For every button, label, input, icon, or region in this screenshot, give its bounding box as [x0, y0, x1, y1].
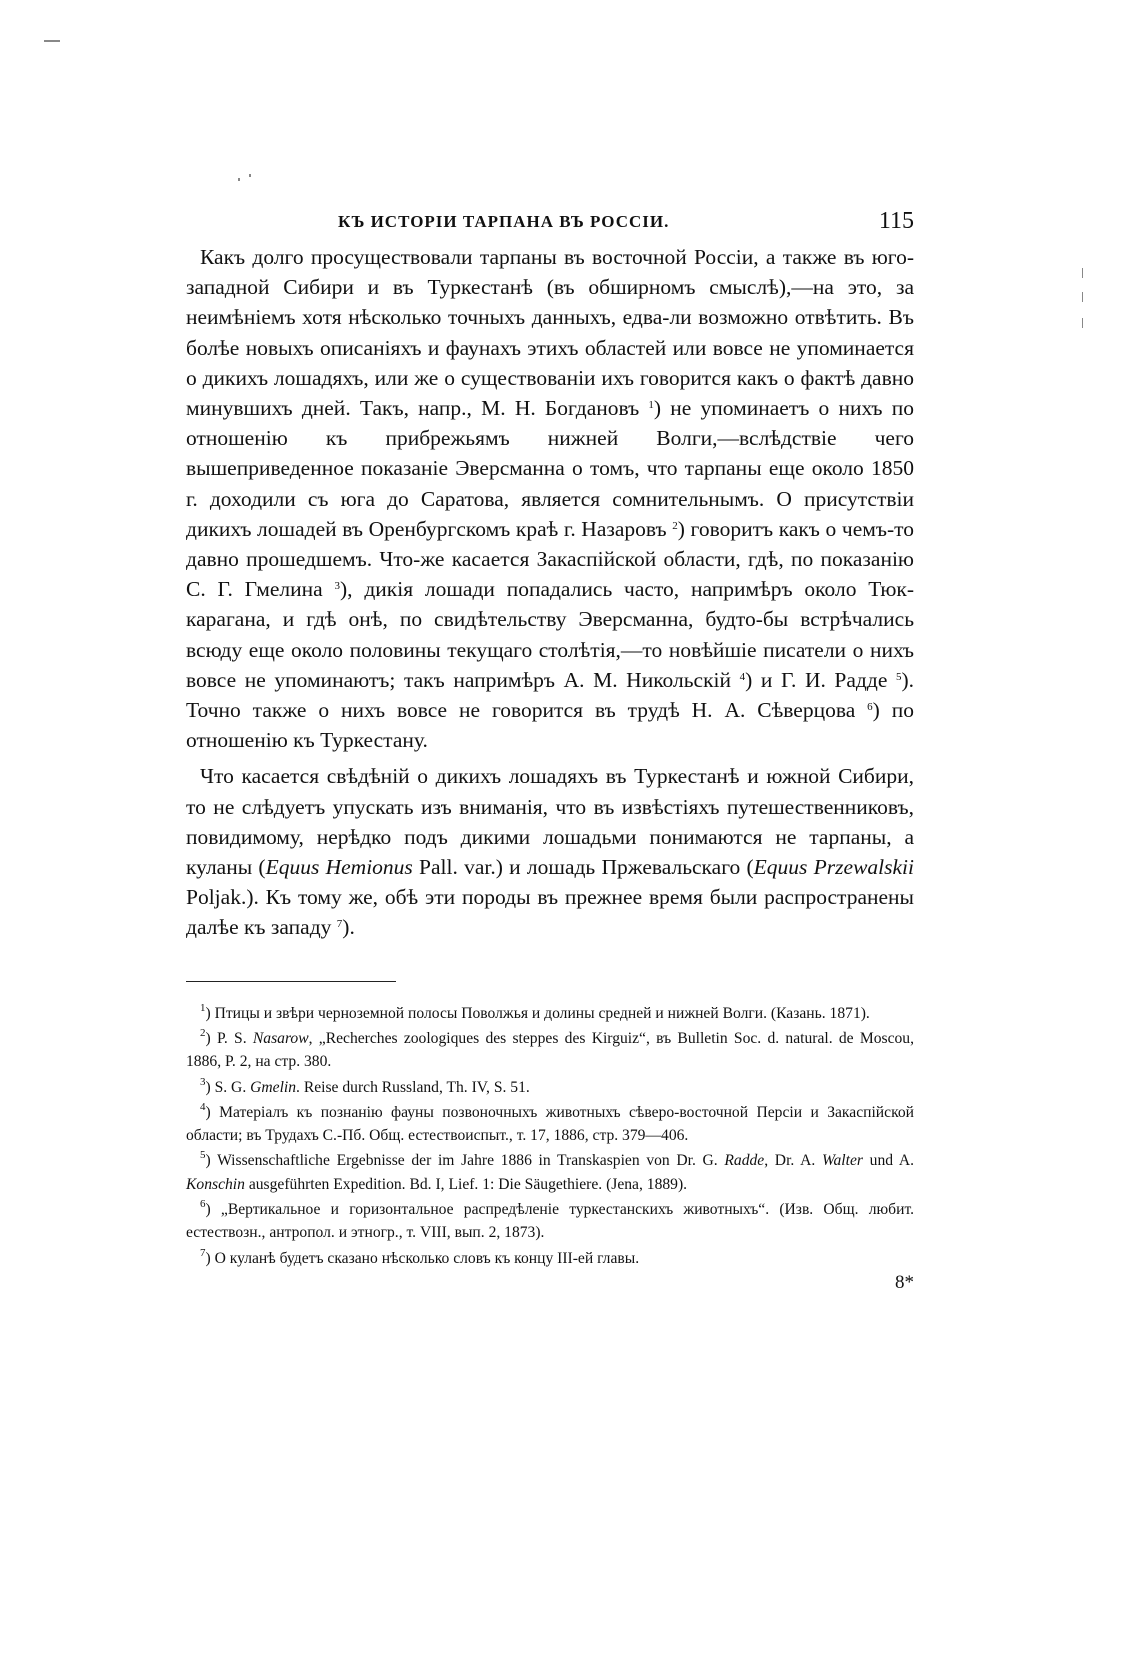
text-run: ) говоритъ какъ о чемъ-то давно прошедшемъ. Что-же касается Закаспійской области, гдѣ, по показанію С. Г. Гмелина [186, 516, 914, 602]
text-run: Какъ долго просуществовали тарпаны въ восточной Россіи, а также въ юго-западной Сибири и въ Туркестанѣ (въ обширномъ смыслѣ),—на это, за неимѣніемъ хотя нѣсколько точныхъ данныхъ, едва-ли возможно отвѣтить. Въ болѣе новыхъ описаніяхъ и фаунахъ этихъ областей или вовсе не упоминается о дикихъ лошадяхъ, или же о существованіи ихъ говорится какъ о фактѣ давно минувшихъ дней. Такъ, напр., М. Н. Богдановъ [186, 245, 914, 421]
margin-mark-dot-1 [238, 178, 240, 181]
italic-text: Equus Hemionus [265, 855, 413, 880]
text-run: ) Птицы и звѣри черноземной полосы Поволжья и долины средней и нижней Волги. (Казань. 1871). [205, 1004, 870, 1022]
text-run: ) Wissenschaftliche Ergebnisse der im Jahre 1886 in Transkaspien von Dr. G. [205, 1152, 725, 1170]
footnote [186, 1002, 914, 1025]
footnote-ref: 5 [895, 670, 902, 683]
body-paragraph [186, 761, 914, 942]
text-run: , „Recherches zoologiques des steppes des Kirguiz“, въ Bulletin Soc. d. natural. de Moscou, 1886, P. 2, на стр. 380. [186, 1029, 914, 1071]
footnote [186, 1027, 914, 1074]
book-page [186, 208, 915, 1293]
right-margin-mark-3 [1082, 318, 1083, 328]
text-run: ausgeführten Expedition. Bd. I, Lief. 1: Die Säugethiere. (Jena, 1889). [244, 1175, 688, 1193]
footnote-ref: 1 [200, 1001, 206, 1014]
text-run: ) „Вертикальное и горизонтальное распредѣленіе туркестанскихъ животныхъ“. (Изв. Общ. любит. естествозн., антропол. и этногр., т. VIII, вып. 2, 1873). [186, 1201, 914, 1242]
right-margin-mark-2 [1082, 292, 1083, 302]
italic-text: Walter [821, 1152, 863, 1170]
text-run: ). Точно также о нихъ вовсе не говорится въ трудѣ Н. А. Сѣверцова [186, 667, 914, 723]
body-text [186, 242, 914, 943]
footnote-ref: 3 [334, 580, 341, 593]
text-run: und A. [862, 1152, 915, 1170]
footnote-ref: 4 [739, 670, 746, 683]
page-number: 115 [878, 208, 914, 234]
footnote-rule [186, 981, 396, 982]
running-title: КЪ ИСТОРІИ ТАРПАНА ВЪ РОССІИ. [338, 212, 670, 231]
italic-text: Gmelin [250, 1078, 297, 1096]
italic-text: Nasarow [252, 1029, 309, 1047]
text-run: ) P. S. [205, 1029, 253, 1047]
footnote-ref: 6 [200, 1198, 206, 1211]
footnote-ref: 3 [200, 1075, 206, 1088]
footnote [186, 1076, 914, 1099]
text-run: ) О куланѣ будетъ сказано нѣсколько словъ къ концу III-ей главы. [205, 1249, 640, 1267]
text-run: ) S. G. [205, 1078, 251, 1096]
italic-text: Equus Przewalskii [753, 855, 914, 880]
text-run: ) Матеріалъ къ познанію фауны позвоночныхъ животныхъ сѣверо-восточной Персіи и Закаспійской области; въ Трудахъ С.-Пб. Общ. естествоиспыт., т. 17, 1886, стр. 379—406. [186, 1103, 914, 1145]
italic-text: Konschin [186, 1175, 245, 1193]
footnotes [186, 1002, 914, 1270]
text-run: , Dr. A. [764, 1152, 822, 1170]
top-left-mark [44, 40, 60, 42]
footnote-ref: 1 [648, 399, 654, 412]
margin-mark-dot-2 [249, 174, 251, 177]
signature-mark: 8* [895, 1272, 914, 1293]
italic-text: Radde [724, 1152, 765, 1170]
footnote [186, 1247, 914, 1270]
text-run: ). [342, 915, 355, 940]
text-run: ) и Г. И. Радде [745, 667, 896, 692]
text-run: ), дикія лошади попадались часто, напримѣръ около Тюк-карагана, и гдѣ онѣ, по свидѣтельству Эверсманна, будто-бы встрѣчались всюду еще около половины текущаго столѣтія,—то новѣйшіе писатели о нихъ вовсе не упоминаютъ; такъ напримѣръ А. М. Никольскій [186, 577, 914, 692]
footnote-ref: 2 [672, 519, 678, 532]
footnote-ref: 4 [200, 1100, 206, 1113]
footnote-ref: 7 [200, 1246, 206, 1259]
footnote [186, 1198, 914, 1245]
text-run: . Reise durch Russland, Th. IV, S. 51. [296, 1078, 530, 1096]
body-paragraph [186, 242, 914, 755]
text-run: ) не упоминаетъ о нихъ по отношенію къ прибрежьямъ нижней Волги,—вслѣдствіе чего вышеприведенное показаніе Эверсманна о томъ, что тарпаны еще около 1850 г. доходили съ юга до Саратова, является сомнительнымъ. О присутствіи дикихъ лошадей въ Оренбургскомъ краѣ г. Назаровъ [186, 396, 914, 541]
text-run: Что касается свѣдѣній о дикихъ лошадяхъ въ Туркестанѣ и южной Сибири, то не слѣдуетъ упускать изъ вниманія, что въ извѣстіяхъ путешественниковъ, повидимому, нерѣдко подъ дикими лошадьми понимаются не тарпаны, а куланы ( [186, 764, 914, 880]
running-head [186, 208, 914, 242]
footnote [186, 1101, 914, 1148]
text-run: ) по отношенію къ Туркестану. [186, 698, 914, 753]
footnote-ref: 6 [867, 701, 873, 714]
text-run: Poljak.). Къ тому же, обѣ эти породы въ прежнее время были распространены далѣе къ западу [186, 885, 914, 940]
text-run: Pall. var.) и лошадь Пржевальскаго ( [412, 855, 754, 880]
footnote [186, 1149, 914, 1196]
footnote-ref: 2 [200, 1026, 206, 1039]
footnote-ref: 5 [200, 1149, 206, 1162]
footnote-ref: 7 [336, 918, 343, 931]
right-margin-mark-1 [1082, 268, 1083, 278]
